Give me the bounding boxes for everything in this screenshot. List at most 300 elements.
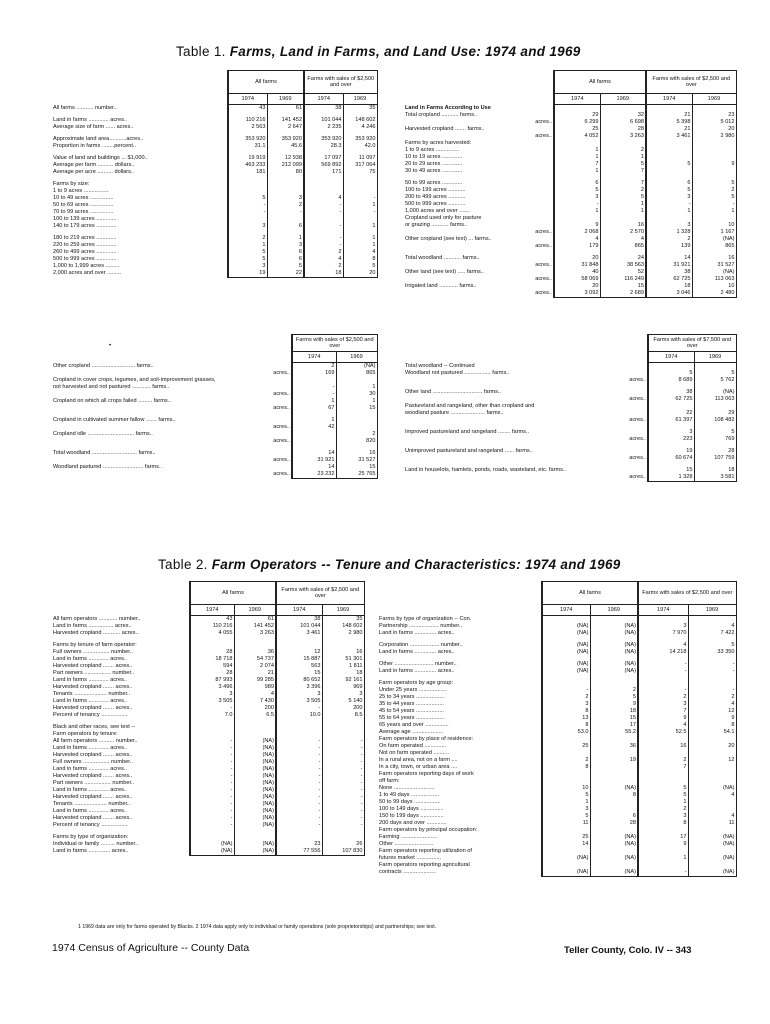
table-row	[404, 215, 736, 222]
cell-value: 3	[648, 429, 694, 436]
table-row	[378, 813, 736, 820]
cell-value: 52.5	[638, 729, 688, 736]
cell-value	[688, 736, 736, 743]
cell-value: 7 430	[234, 698, 276, 705]
header-stub	[404, 352, 648, 363]
header-year-1974: 1974	[542, 605, 590, 616]
table-row	[52, 794, 364, 801]
header-year-1974: 1974	[276, 605, 322, 616]
row-label: 100 to 139 acres .............	[53, 216, 117, 222]
table-row	[404, 236, 736, 243]
cell-value: -	[276, 801, 322, 808]
cell-value: 463 233	[228, 162, 267, 169]
cell-value: 12 938	[267, 155, 304, 162]
cell-value	[590, 778, 638, 785]
cell-value: (NA)	[234, 738, 276, 745]
cell-value	[694, 403, 736, 410]
cell-value: 2 689	[600, 290, 646, 298]
cell-value: 40	[554, 269, 600, 276]
cell-value: 62 725	[648, 396, 694, 403]
cell-value: 11 097	[343, 155, 377, 162]
cell-value: 5	[600, 194, 646, 201]
row-label: 45 to 54 years ..................	[379, 707, 444, 714]
cell-value: 3 263	[234, 630, 276, 637]
cell-value	[190, 731, 234, 738]
table-row	[404, 201, 736, 208]
cell-value: -	[190, 752, 234, 759]
table-row	[52, 712, 364, 719]
row-label: Farm operators by place of residence:	[379, 735, 474, 742]
table-row	[378, 855, 736, 862]
table-row	[404, 126, 736, 133]
cell-value: 113 063	[692, 276, 736, 283]
row-label: Land in farms ............. acres..	[53, 698, 127, 704]
cell-value: 5	[600, 161, 646, 168]
cell-value: -	[292, 391, 336, 398]
row-label: 1 to 9 acres ...............	[405, 146, 460, 153]
cell-value: 2	[336, 431, 377, 438]
row-label: Cropland idle .............................. farms..	[53, 431, 153, 437]
cell-value: -	[322, 815, 364, 822]
cell-value: 25	[542, 834, 590, 841]
table-row	[52, 724, 364, 731]
row-label: Cropland on which all crops failed ......... farms..	[53, 398, 171, 404]
cell-value: 1	[343, 223, 377, 230]
cell-value: -	[292, 384, 336, 391]
cell-value: 35	[343, 105, 377, 113]
cell-value: (NA)	[692, 236, 736, 243]
table-row	[52, 684, 364, 691]
table-row	[52, 471, 377, 479]
cell-value: 3	[228, 263, 267, 270]
table-row	[52, 242, 377, 249]
cell-value: 2 235	[304, 124, 343, 131]
cell-value: 1	[336, 384, 377, 391]
cell-value	[234, 834, 276, 841]
header-stub	[52, 352, 292, 363]
cell-value: (NA)	[234, 848, 276, 856]
cell-value	[276, 834, 322, 841]
table-row	[52, 124, 377, 131]
cell-value: 1	[638, 855, 688, 862]
row-label: acres..	[629, 435, 646, 442]
cell-value: 14	[646, 255, 692, 262]
cell-value: 25	[554, 126, 600, 133]
cell-value: 21	[234, 670, 276, 677]
cell-value: -	[276, 738, 322, 745]
table-row	[52, 450, 377, 457]
cell-value	[336, 377, 377, 384]
row-label: acres..	[273, 370, 290, 376]
cell-value: 31 921	[292, 457, 336, 464]
header-sales-over: Farms with sales of $2,500 and over	[646, 71, 736, 94]
table-row	[404, 448, 736, 455]
cell-value: -	[276, 815, 322, 822]
cell-value	[322, 642, 364, 649]
cell-value	[542, 736, 590, 743]
cell-value: 7	[554, 161, 600, 168]
table-row	[52, 464, 377, 471]
cell-value: 200	[234, 705, 276, 712]
table-row	[52, 216, 377, 223]
cell-value: 139	[646, 243, 692, 250]
cell-value: 101 044	[276, 623, 322, 630]
cell-value	[304, 188, 343, 195]
cell-value: 2	[304, 249, 343, 256]
cell-value: 10	[542, 785, 590, 792]
cell-value	[542, 848, 590, 855]
cell-value: 33 350	[688, 649, 736, 656]
table1-right	[404, 70, 737, 298]
cell-value	[648, 363, 694, 370]
cell-value	[267, 216, 304, 223]
cell-value: 18 718	[190, 656, 234, 663]
header-year-1974: 1974	[648, 352, 694, 363]
cell-value	[228, 216, 267, 223]
cell-value: (NA)	[234, 787, 276, 794]
cell-value: 148 602	[322, 623, 364, 630]
header-year-1974: 1974	[638, 605, 688, 616]
cell-value	[688, 799, 736, 806]
table-row	[378, 862, 736, 869]
row-label: 30 to 49 acres .............	[405, 167, 463, 174]
table2-title-prefix: Table 2.	[158, 557, 208, 572]
cell-value: 5	[646, 161, 692, 168]
cell-value: 1 167	[692, 229, 736, 236]
cell-value: 16	[692, 255, 736, 262]
cell-value: -	[190, 815, 234, 822]
row-label: acres..	[535, 242, 552, 249]
cell-value: 18	[322, 670, 364, 677]
cell-value: -	[276, 787, 322, 794]
cell-value: -	[688, 668, 736, 675]
cell-value: -	[304, 223, 343, 230]
row-label: not harvested and not pastured ............ farms..	[53, 384, 170, 390]
cell-value: -	[276, 745, 322, 752]
cell-value: -	[190, 773, 234, 780]
row-label: Land in farms ............. acres..	[53, 656, 127, 662]
table-row	[378, 785, 736, 792]
cell-value: -	[276, 759, 322, 766]
cell-value: 1	[600, 208, 646, 215]
row-label: 260 to 499 acres .............	[53, 249, 117, 255]
table-row	[52, 270, 377, 278]
table-row	[52, 752, 364, 759]
row-label: Approximate land area...........acres..	[53, 136, 144, 142]
cell-value: -	[646, 201, 692, 208]
table2-footnote: 1 1969 data are only for farms operated by Blacks. 2 1974 data apply only to individual or family operations (sole proprietorships) and partnerships; see text.	[78, 924, 437, 930]
row-label: Total woodland -- Continued	[405, 362, 475, 369]
row-label: acres..	[273, 457, 290, 463]
table-row	[378, 841, 736, 848]
cell-value: 3 092	[554, 290, 600, 298]
cell-value: 25 765	[336, 471, 377, 479]
cell-value: 15	[590, 715, 638, 722]
row-label: Not on farm operated ..........	[379, 749, 449, 756]
cell-value: 1 328	[646, 229, 692, 236]
cell-value: 23 232	[292, 471, 336, 479]
cell-value	[542, 680, 590, 687]
cell-value	[688, 806, 736, 813]
cell-value: 969	[322, 684, 364, 691]
cell-value: -	[638, 668, 688, 675]
cell-value: 16	[638, 743, 688, 750]
cell-value	[267, 181, 304, 188]
cell-value: -	[276, 705, 322, 712]
header-sales-over: Farms with sales of $2,500 and over	[638, 582, 736, 605]
cell-value: 10	[692, 283, 736, 290]
table-row	[404, 229, 736, 236]
table-row	[52, 143, 377, 150]
cell-value: -	[267, 209, 304, 216]
cell-value: 3	[190, 691, 234, 698]
cell-value: -	[190, 801, 234, 808]
row-label: 200 days and over .............	[379, 819, 447, 826]
cell-value: 865	[336, 370, 377, 377]
cell-value: (NA)	[542, 855, 590, 862]
cell-value: 1	[638, 799, 688, 806]
cell-value: 141 452	[234, 623, 276, 630]
cell-value: 1	[646, 208, 692, 215]
cell-value: 21	[646, 112, 692, 119]
table-row	[52, 745, 364, 752]
cell-value: (NA)	[590, 785, 638, 792]
cell-value: (NA)	[542, 649, 590, 656]
cell-value: 5	[692, 180, 736, 187]
cell-value: 1	[292, 417, 336, 424]
cell-value	[688, 750, 736, 757]
row-label: Land in farms ............. acres..	[53, 117, 127, 123]
cell-value: 3	[228, 223, 267, 230]
table-row	[404, 417, 736, 424]
cell-value: -	[638, 687, 688, 694]
cell-value: 2	[542, 694, 590, 701]
table-row	[52, 417, 377, 424]
header-year-1974: 1974	[646, 94, 692, 105]
row-label: None ..........................	[379, 784, 435, 791]
table-row	[378, 649, 736, 656]
cell-value: 8	[343, 256, 377, 263]
row-label: Land in farms ................ acres..	[53, 623, 132, 629]
row-label: Improved pastureland and rangeland ........ farms..	[405, 428, 530, 435]
row-label: acres..	[535, 289, 552, 296]
cell-value	[336, 417, 377, 424]
row-label: 180 to 219 acres .............	[53, 235, 117, 241]
cell-value: 12	[276, 649, 322, 656]
cell-value	[646, 105, 692, 112]
table-row	[52, 698, 364, 705]
cell-value: 17	[590, 722, 638, 729]
cell-value: 6	[267, 249, 304, 256]
cell-value: -	[322, 745, 364, 752]
row-label: Farms by size:	[53, 181, 90, 187]
cell-value: -	[322, 794, 364, 801]
cell-value	[638, 848, 688, 855]
cell-value	[234, 642, 276, 649]
cell-value: 4 052	[554, 133, 600, 140]
cell-value: 1	[267, 235, 304, 242]
cell-value: -	[322, 787, 364, 794]
cell-value: 5	[267, 263, 304, 270]
table-row	[404, 290, 736, 298]
row-label: acres..	[535, 228, 552, 235]
cell-value	[228, 181, 267, 188]
cell-value: 20	[343, 270, 377, 278]
row-label: acres..	[273, 438, 290, 444]
cell-value: 5	[638, 792, 688, 799]
table-row	[404, 112, 736, 119]
row-label: Land in farms ............. acres..	[53, 808, 127, 814]
row-label: Farm operators by principal occupation:	[379, 826, 478, 833]
cell-value	[638, 778, 688, 785]
cell-value: (NA)	[542, 661, 590, 668]
cell-value: 20	[554, 255, 600, 262]
table-row	[52, 731, 364, 738]
cell-value: 18	[590, 708, 638, 715]
table-row	[378, 680, 736, 687]
cell-value	[292, 377, 336, 384]
cell-value: -	[322, 808, 364, 815]
cell-value: (NA)	[692, 269, 736, 276]
row-label: Harvested cropland ....... farms..	[405, 125, 485, 132]
cell-value: (NA)	[234, 801, 276, 808]
cell-value: 80	[267, 169, 304, 176]
cell-value: 19	[590, 757, 638, 764]
table-row	[404, 455, 736, 462]
cell-value: 1	[343, 235, 377, 242]
cell-value	[234, 724, 276, 731]
row-label: Tenants ..................... number..	[53, 801, 131, 807]
row-label: off farm:	[379, 777, 400, 784]
cell-value: 2	[646, 236, 692, 243]
cell-value: 9	[554, 222, 600, 229]
cell-value: 181	[228, 169, 267, 176]
row-label: 100 to 149 days ...............	[379, 805, 444, 812]
cell-value	[590, 750, 638, 757]
table-row	[404, 243, 736, 250]
row-label: acres..	[535, 132, 552, 139]
cell-value: 2 563	[228, 124, 267, 131]
row-label: 220 to 259 acres .............	[53, 242, 117, 248]
row-label: acres..	[535, 118, 552, 125]
cell-value: 23	[276, 841, 322, 848]
cell-value: 2	[638, 757, 688, 764]
row-label: Percent of tenancy .................	[53, 712, 128, 718]
cell-value: -	[190, 787, 234, 794]
cell-value: (NA)	[590, 649, 638, 656]
table-row	[404, 154, 736, 161]
header-year-1969: 1969	[336, 352, 377, 363]
cell-value	[542, 778, 590, 785]
cell-value	[542, 862, 590, 869]
cell-value	[646, 215, 692, 222]
cell-value: 11	[688, 820, 736, 827]
table-row	[378, 708, 736, 715]
cell-value: -	[190, 705, 234, 712]
cell-value: (NA)	[336, 363, 377, 371]
cell-value: 2	[600, 187, 646, 194]
cell-value	[688, 827, 736, 834]
cell-value: -	[304, 242, 343, 249]
cell-value: 6.5	[234, 712, 276, 719]
row-label: acres..	[629, 454, 646, 461]
cell-value: 769	[694, 436, 736, 443]
cell-value: 14	[292, 464, 336, 471]
cell-value: 15	[336, 405, 377, 412]
table-row	[52, 202, 377, 209]
row-label: Woodland pastured .......................... farms..	[53, 464, 163, 470]
cell-value: 3 461	[646, 133, 692, 140]
table-row	[378, 715, 736, 722]
cell-value: 4	[234, 691, 276, 698]
table-row	[404, 255, 736, 262]
cell-value	[322, 834, 364, 841]
row-label: Full owners ................. number..	[53, 649, 133, 655]
header-year-1969: 1969	[343, 94, 377, 105]
cell-value: 29	[554, 112, 600, 119]
cell-value	[688, 862, 736, 869]
cell-value: 3	[542, 806, 590, 813]
cell-value: 10	[692, 222, 736, 229]
header-year-1969: 1969	[694, 352, 736, 363]
cell-value: 7.0	[190, 712, 234, 719]
cell-value: 107 830	[322, 848, 364, 856]
cell-value: 53.0	[542, 729, 590, 736]
row-label: Corporation ................... number..	[379, 641, 463, 648]
row-label: Land in houselots, hamlets, ponds, roads, wasteland, etc. farms..	[405, 466, 567, 473]
cell-value: 25	[542, 743, 590, 750]
cell-value: -	[190, 822, 234, 829]
cell-value: -	[276, 822, 322, 829]
table-row	[52, 209, 377, 216]
row-label: 200 to 499 acres ...........	[405, 193, 466, 200]
cell-value	[304, 216, 343, 223]
table-row	[52, 162, 377, 169]
cell-value: 20	[554, 283, 600, 290]
table-row	[52, 405, 377, 412]
cell-value: 9	[638, 841, 688, 848]
row-label: acres..	[629, 473, 646, 480]
cell-value: 52	[600, 269, 646, 276]
cell-value	[590, 736, 638, 743]
cell-value: 3 505	[190, 698, 234, 705]
cell-value: -	[322, 801, 364, 808]
table-row	[52, 691, 364, 698]
table-row	[378, 834, 736, 841]
row-label: Other cropland ............................ farms..	[53, 362, 154, 369]
cell-value: 169	[292, 370, 336, 377]
cell-value	[322, 724, 364, 731]
header-year-1974: 1974	[190, 605, 234, 616]
table-row	[52, 705, 364, 712]
table-row	[378, 668, 736, 675]
cell-value: -	[638, 869, 688, 877]
cell-value: 179	[554, 243, 600, 250]
cell-value	[590, 862, 638, 869]
header-year-1974: 1974	[228, 94, 267, 105]
cell-value: 2 068	[554, 229, 600, 236]
cell-value	[234, 731, 276, 738]
cell-value: (NA)	[190, 848, 234, 856]
row-label: On farm operated ..............	[379, 742, 447, 749]
row-label: 25 to 34 years ..................	[379, 693, 444, 700]
cell-value: 1	[600, 201, 646, 208]
cell-value: 5 398	[646, 119, 692, 126]
cell-value: 28.3	[304, 143, 343, 150]
row-label: or grazing ........... farms..	[405, 221, 468, 228]
cell-value	[688, 680, 736, 687]
cell-value: 17	[638, 834, 688, 841]
